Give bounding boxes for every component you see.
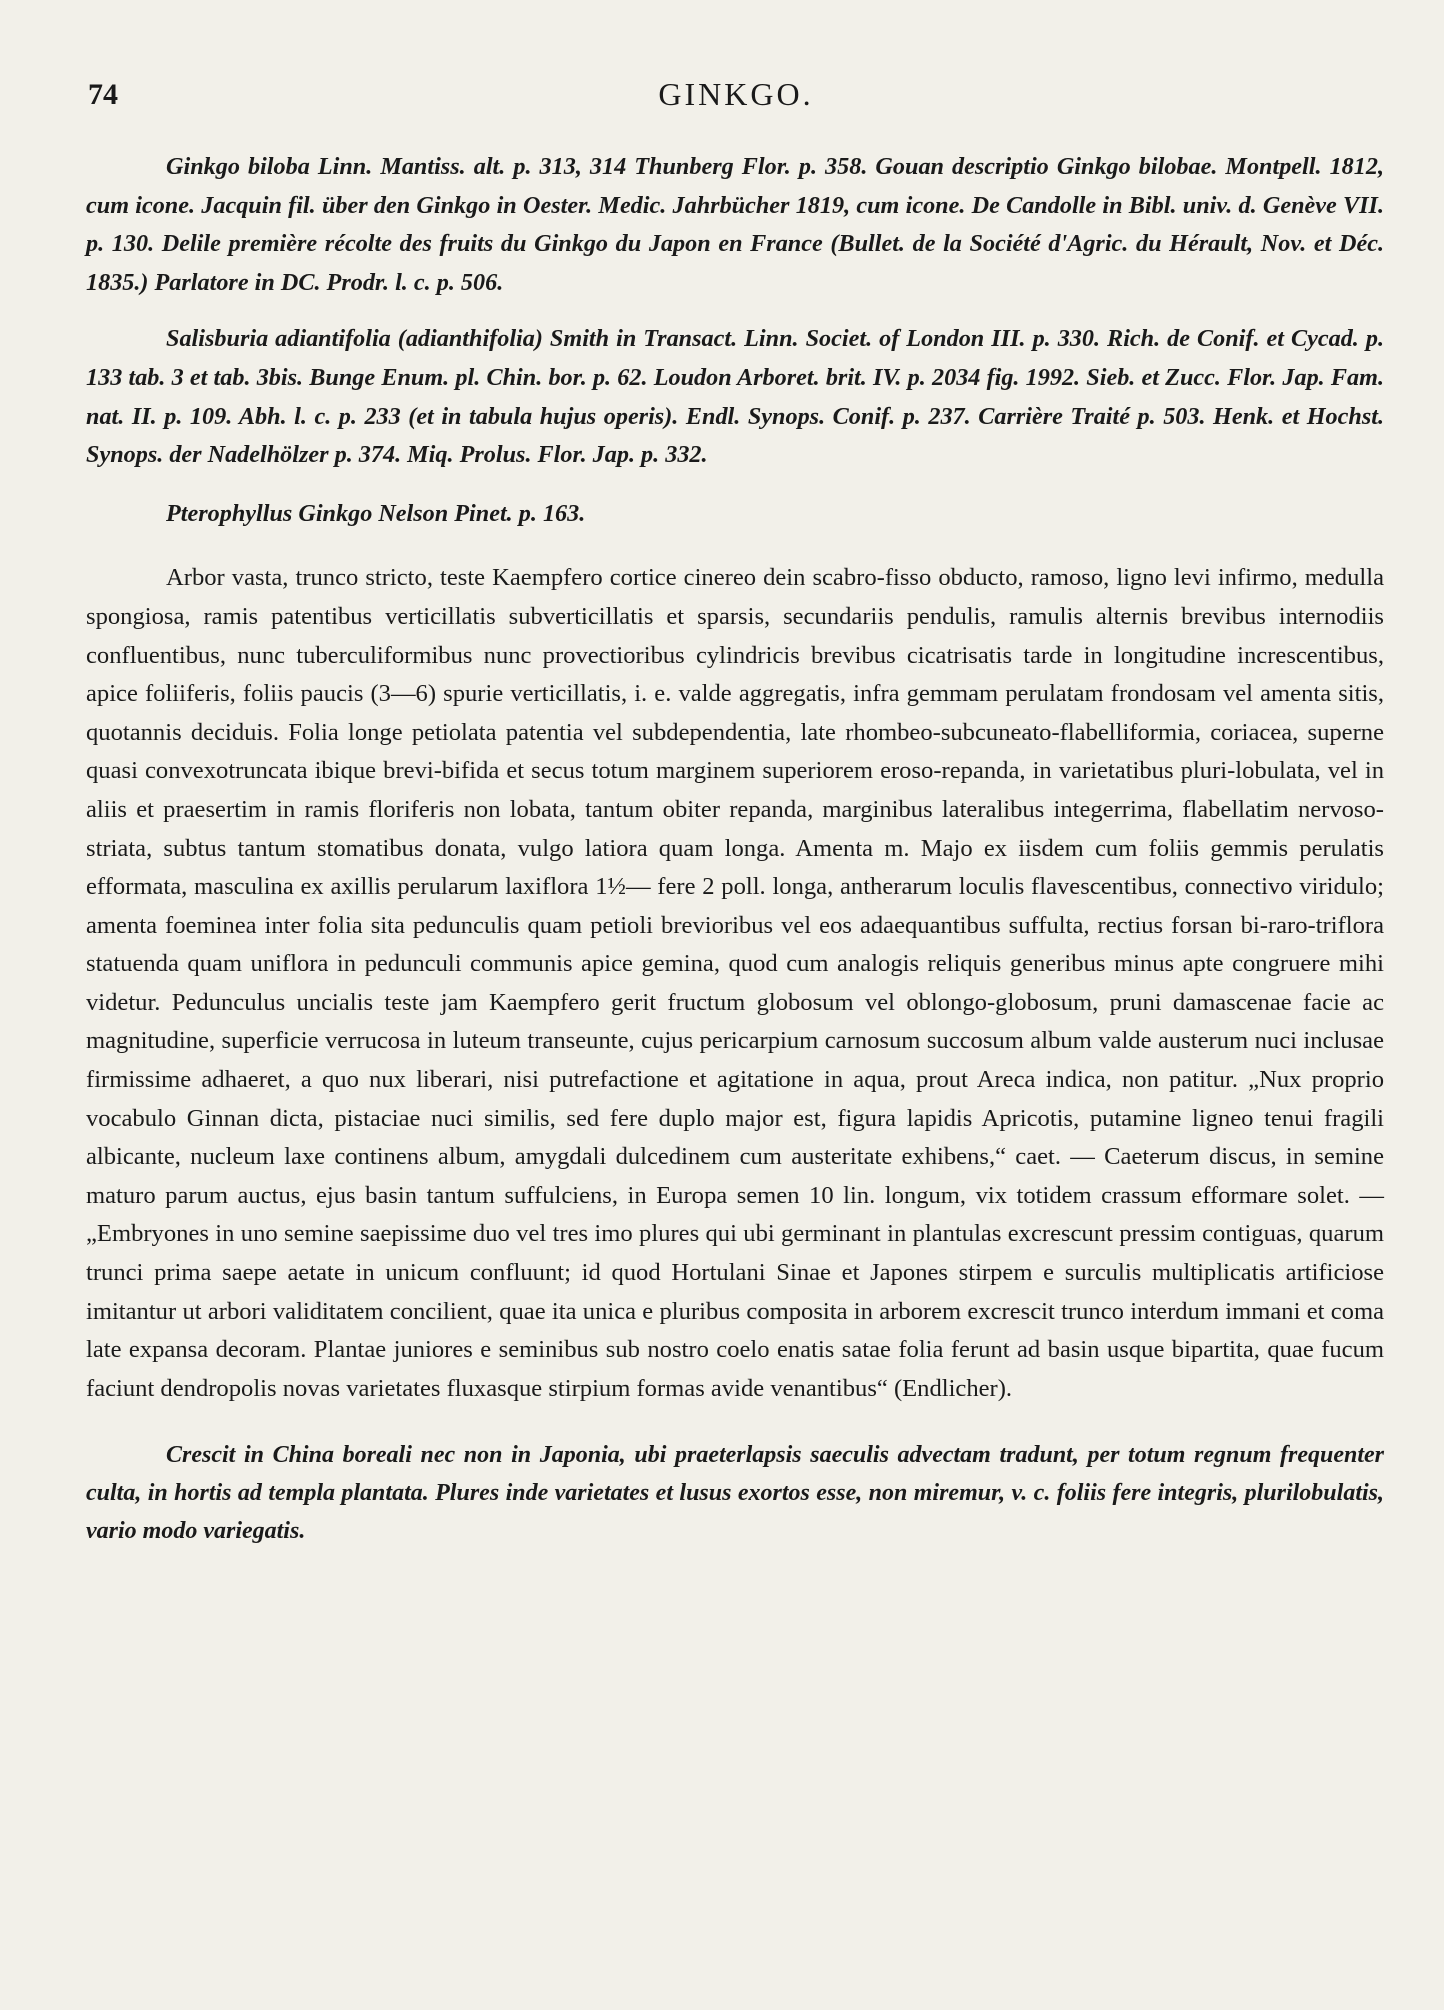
synonym-paragraph-ginkgo-biloba: Ginkgo biloba Linn. Mantiss. alt. p. 313, 314 Thunberg Flor. p. 358. Gouan descriptio Ginkgo bilobae. Montpell. 1812, cum icone. Jacquin fil. über den Ginkgo in Oester. Medic. Jahrbücher 1819, cum icone. De Candolle in Bibl. univ. d. Genève VII. p. 130. Delile première récolte des fruits du Ginkgo du Japon en France (Bullet. de la Société d'Agric. du Hérault, Nov. et Déc. 1835.) Parlatore in DC. Prodr. l. c. p. 506.: [86, 153, 1384, 296]
synonym-paragraph-salisburia: Salisburia adiantifolia (adianthifolia) Smith in Transact. Linn. Societ. of London III. p. 330. Rich. de Conif. et Cycad. p. 133 tab. 3 et tab. 3bis. Bunge Enum. pl. Chin. bor. p. 62. Loudon Arboret. brit. IV. p. 2034 fig. 1992. Sieb. et Zucc. Flor. Jap. Fam. nat. II. p. 109. Abh. l. c. p. 233 (et in tabula hujus operis). Endl. Synops. Conif. p. 237. Carrière Traité p. 503. Henk. et Hochst. Synops. der Nadelhölzer p. 374. Miq. Prolus. Flor. Jap. p. 332.: [86, 325, 1384, 469]
synonym-paragraph-pterophyllus: Pterophyllus Ginkgo Nelson Pinet. p. 163.: [166, 499, 586, 527]
page-number: 74: [88, 78, 118, 111]
page-header: [88, 72, 1384, 132]
page-body: [86, 148, 1384, 1550]
running-title: GINKGO.: [658, 76, 814, 112]
distribution-note: Crescit in China boreali nec non in Japonia, ubi praeterlapsis saeculis advectam tradunt, per totum regnum frequenter culta, in hortis ad templa plantata. Plures inde varietates et lusus exortos esse, non miremur, v. c. foliis fere integris, plurilobulatis, vario modo variegatis.: [86, 1442, 1384, 1545]
species-description: Arbor vasta, trunco stricto, teste Kaempfero cortice cinereo dein scabro-fisso obducto, ramoso, ligno levi infirmo, medulla spongiosa, ramis patentibus verticillatis subverticillatis et sparsis, secundariis pendulis, ramulis alternis brevibus internodiis confluentibus, nunc tuberculiformibus nunc provectioribus cylindricis brevibus cicatrisatis tarde in longitudine increscentibus, apice foliiferis, foliis paucis (3—6) spurie verticillatis, i. e. valde aggregatis, infra gemmam perulatam frondosam vel amenta sitis, quotannis deciduis. Folia longe petiolata patentia vel subdependentia, late rhombeo-subcuneato-flabelliformia, coriacea, superne quasi convexotruncata ibique brevi-bifida et secus totum marginem superiorem eroso-repanda, in varietatibus pluri-lobulata, vel in aliis et praesertim in ramis floriferis non lobata, tantum obiter repanda, marginibus lateralibus integerrima, flabellatim nervoso-striata, subtus tantum stomatibus donata, vulgo latiora quam longa. Amenta m. Majo ex iisdem cum foliis gemmis perulatis efformata, masculina ex axillis perularum laxiflora 1½— fere 2 poll. longa, antherarum loculis flavescentibus, connectivo viridulo; amenta foeminea inter folia sita pedunculis quam petioli brevioribus vel eos adaequantibus suffulta, rectius forsan bi-raro-triflora statuenda quam uniflora in pedunculi communis apice gemina, quod cum analogis reliquis generibus minus apte congruere mihi videtur. Pedunculus uncialis teste jam Kaempfero gerit fructum globosum vel oblongo-globosum, pruni damascenae facie ac magnitudine, superficie verrucosa in luteum transeunte, cujus pericarpium carnosum succosum album valde austerum nuci inclusae firmissime adhaeret, a quo nux liberari, nisi putrefactione et agitatione in aqua, prout Areca indica, non patitur. „Nux proprio vocabulo Ginnan dicta, pistaciae nuci similis, sed fere duplo major est, figura lapidis Apricotis, putamine ligneo tenui fragili albicante, nucleum laxe continens album, amygdali dulcedinem cum austeritate exhibens,“ caet. — Caeterum discus, in semine maturo parum auctus, ejus basin tantum suffulciens, in Europa semen 10 lin. longum, vix totidem crassum efformare solet. — „Embryones in uno semine saepissime duo vel tres imo plures qui ubi germinant in plantulas excrescunt pressim contiguas, quarum trunci prima saepe aetate in unicum confluunt; id quod Hortulani Sinae et Japones stirpem e surculis multiplicatis artificiose imitantur ut arbori validitatem concilient, quae ita unica e pluribus composita in arborem excrescit trunco interdum immani et coma late expansa decoram. Plantae juniores e seminibus sub nostro coelo enatis satae folia ferunt ad basin usque bipartita, quae fucum faciunt dendropolis novas varietates fluxasque stirpium formas avide venantibus“ (Endlicher).: [86, 564, 1384, 1402]
